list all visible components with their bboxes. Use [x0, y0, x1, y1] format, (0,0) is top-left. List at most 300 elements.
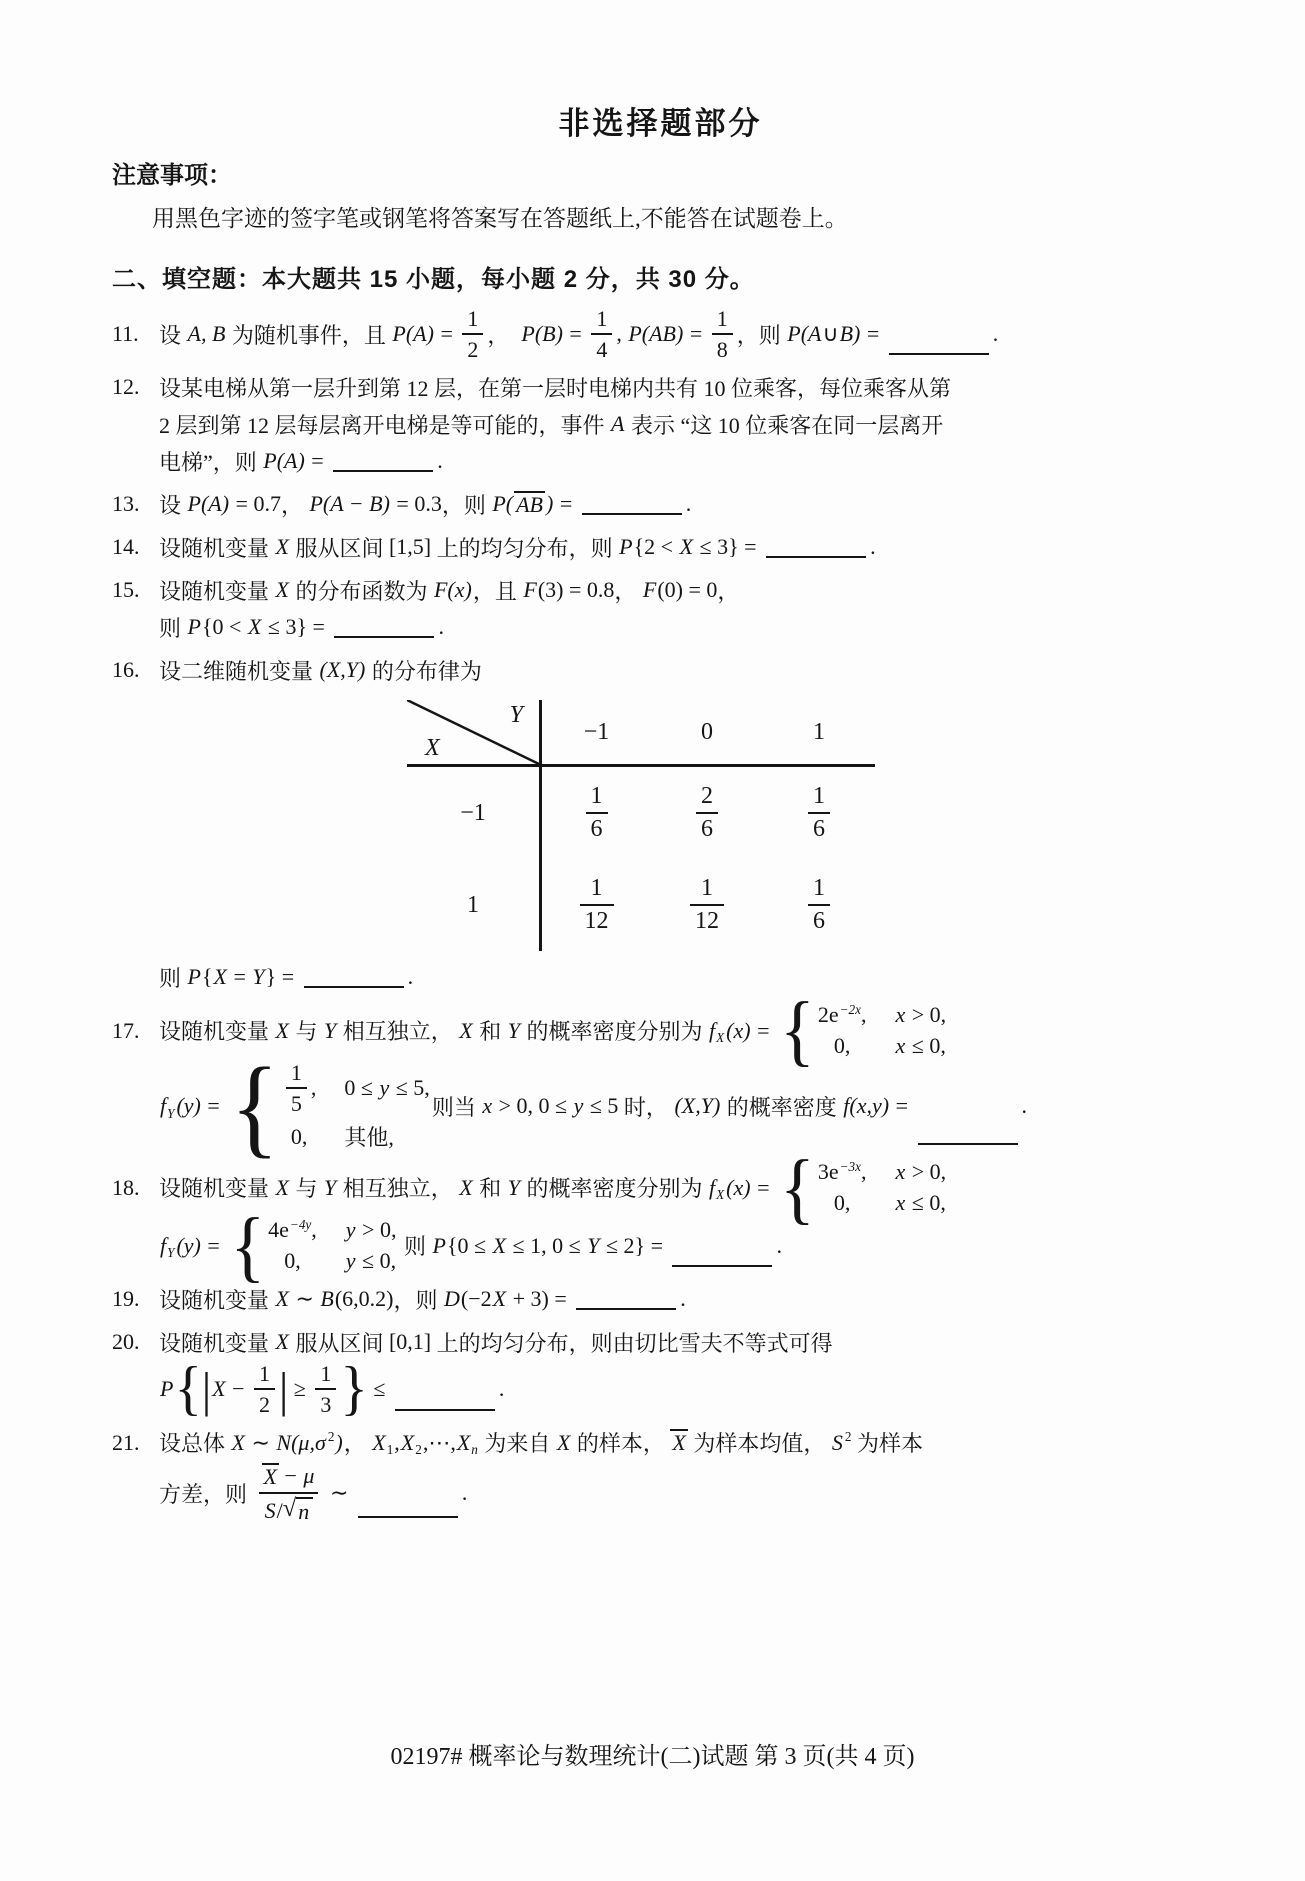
math-run: > 0, — [356, 1217, 397, 1243]
question-number: 21. — [112, 1429, 140, 1455]
math-run: 0, — [284, 1248, 301, 1274]
big-delimiter: { — [174, 1355, 202, 1422]
math-run: Y — [507, 1017, 520, 1043]
math-run: P(A — [787, 321, 822, 347]
math-run: . — [498, 1376, 505, 1402]
math-run: ≤ 0, — [356, 1248, 397, 1274]
text-run: 方差，则 — [159, 1481, 253, 1507]
case-value — [834, 1190, 851, 1216]
text-run: ，则 — [393, 1287, 444, 1313]
question-line — [112, 486, 1209, 522]
math-run: ≤ 1, 0 ≤ — [507, 1232, 587, 1258]
question-number: 11. — [112, 321, 139, 347]
answer-blank — [334, 614, 434, 638]
superscript-term — [268, 1217, 311, 1243]
fraction-numerator: 1 — [467, 306, 479, 331]
math-run: Y — [323, 1174, 337, 1200]
question-20 — [112, 1324, 1209, 1422]
question-line — [112, 306, 1209, 363]
math-run: . — [776, 1232, 782, 1258]
math-run: P — [160, 1376, 174, 1402]
cases-rows — [818, 1002, 946, 1059]
question-line — [159, 443, 1209, 479]
math-run: = 0.7 — [230, 491, 281, 517]
question-line — [112, 652, 1209, 688]
subscript-base: X — [400, 1429, 415, 1455]
math-run: X — [459, 1174, 473, 1200]
case-value — [291, 1124, 308, 1150]
math-run: 0, — [833, 1033, 851, 1059]
text-run: 和 — [473, 1176, 507, 1202]
question-number: 19. — [112, 1286, 140, 1312]
superscript-base: 2e — [817, 1002, 839, 1028]
question-21 — [112, 1425, 1209, 1526]
math-run: . — [680, 1286, 686, 1312]
question-number: 18. — [112, 1174, 140, 1200]
question-number: 16. — [112, 657, 140, 683]
question-line — [159, 1355, 1209, 1422]
question-line — [112, 369, 1209, 405]
question-number: 12. — [112, 374, 140, 400]
math-run: > 0, — [906, 1002, 947, 1028]
table-row-label: −1 — [460, 799, 486, 826]
math-run: . — [461, 1480, 468, 1506]
math-run: (X,Y) — [674, 1093, 721, 1119]
subscript-base: f — [160, 1232, 167, 1258]
math-run: ∼ — [289, 1286, 320, 1312]
table-corner-cell — [407, 700, 539, 767]
case-condition — [894, 1033, 945, 1059]
fraction-denominator: 12 — [580, 904, 614, 935]
fraction-numerator: 1 — [590, 783, 603, 809]
text-run: 的样本， — [571, 1431, 671, 1457]
fraction-numerator: 1 — [590, 875, 603, 901]
text-run: 服从区间 — [289, 535, 389, 561]
text-run: 上的均匀分布，则由切比雪夫不等式可得 — [431, 1330, 833, 1356]
math-run: P( — [492, 491, 514, 517]
math-run: { — [201, 964, 213, 990]
fraction-denominator: 3 — [315, 1388, 336, 1417]
text-run: 服从区间 — [289, 1330, 389, 1356]
subscript-term — [708, 1018, 725, 1044]
table-cell — [763, 859, 875, 951]
text-run: 设随机变量 — [159, 578, 275, 604]
superscript-term — [818, 1002, 861, 1028]
radicand: n — [296, 1497, 313, 1524]
text-run: 为样本 — [851, 1431, 923, 1457]
fraction — [286, 1060, 307, 1116]
fraction-numerator: 2 — [701, 783, 713, 809]
math-run: P — [432, 1232, 446, 1258]
math-run: P(A) — [392, 321, 434, 347]
math-run: (x) — [726, 1017, 751, 1043]
case-value — [818, 1002, 867, 1028]
text-run: 设二维随机变量 — [159, 658, 319, 684]
subscript-index: 2 — [415, 1442, 422, 1458]
overline-term: X — [263, 1463, 277, 1489]
math-run: X — [275, 1017, 289, 1043]
answer-blank — [918, 1121, 1018, 1145]
math-run: ≤ 0, — [906, 1033, 946, 1059]
answer-blank — [358, 1494, 458, 1518]
fraction-denominator: 8 — [712, 333, 733, 362]
case-value — [834, 1033, 851, 1059]
math-run: . — [870, 534, 876, 560]
case-condition — [344, 1121, 394, 1152]
math-run: P(A) — [263, 448, 305, 474]
cases-rows — [268, 1217, 396, 1274]
case-condition — [894, 1190, 945, 1216]
subscript-index: n — [471, 1442, 478, 1458]
math-run: {0 < — [201, 614, 247, 640]
table-row-label: 1 — [467, 891, 479, 918]
left-brace: { — [230, 1200, 266, 1290]
math-run: Y — [507, 1174, 520, 1200]
math-run: F(x) — [433, 577, 472, 603]
table-col-header: −1 — [539, 700, 651, 767]
text-run: 设某电梯从第一层升到第 12 层，在第一层时电梯内共有 10 位乘客，每位乘客从第 — [159, 375, 952, 401]
math-run: = — [751, 1017, 776, 1043]
piecewise-cases — [780, 1142, 947, 1232]
table-cell — [763, 767, 875, 859]
math-run: S — [264, 1498, 276, 1524]
math-run: x — [895, 1033, 906, 1059]
subscript-index: X — [716, 1030, 725, 1046]
math-run: , — [860, 1002, 867, 1028]
text-run: 为随机事件，且 — [226, 322, 392, 348]
math-run: ≤ 3} = — [262, 614, 331, 640]
text-run: 设随机变量 — [159, 1330, 275, 1356]
superscript-term — [327, 1430, 335, 1456]
math-run: [1,5] — [388, 534, 432, 560]
math-run: ≤ 5, — [390, 1075, 430, 1101]
superscript-exponent: −4y — [289, 1217, 312, 1233]
table-col-header: 0 — [651, 700, 763, 767]
math-run: A — [611, 411, 625, 437]
radical-sign: √ — [282, 1495, 297, 1523]
fraction — [580, 875, 614, 935]
case-value — [818, 1159, 867, 1185]
math-run: [0,1] — [388, 1329, 432, 1355]
math-run: X — [275, 1329, 289, 1355]
fraction — [808, 783, 830, 843]
question-list — [112, 306, 1209, 1525]
question-11 — [112, 306, 1209, 362]
text-run: 的分布律为 — [366, 658, 482, 684]
math-run: , — [616, 321, 628, 347]
table-cell — [651, 767, 763, 859]
fraction — [257, 1462, 321, 1526]
superscript-base: 4e — [268, 1217, 289, 1243]
fraction — [690, 875, 724, 935]
fraction — [254, 1361, 275, 1417]
big-delimiter: | — [279, 1362, 289, 1417]
superscript-exponent: −3x — [839, 1159, 861, 1175]
math-run: x — [482, 1093, 493, 1119]
text-run: 的分布函数为 — [289, 578, 433, 604]
math-run: X — [275, 534, 289, 560]
math-run: = — [201, 1093, 226, 1119]
math-run: (y) — [176, 1232, 201, 1258]
superscript-term — [844, 1430, 852, 1456]
fraction-numerator: 1 — [716, 306, 728, 331]
text-run: 时， — [618, 1094, 674, 1120]
math-run: x — [895, 1190, 906, 1216]
math-run: D — [444, 1286, 460, 1312]
question-line — [112, 529, 1209, 565]
notes-text: 用黑色字迹的签字笔或钢笔将答案写在答题纸上,不能答在试题卷上。 — [152, 206, 848, 231]
math-run: (X,Y) — [319, 657, 366, 683]
math-run: , — [310, 1075, 317, 1101]
math-run: P — [619, 534, 633, 560]
superscript-term — [818, 1159, 861, 1185]
math-run: X — [492, 1286, 507, 1312]
answer-blank — [333, 448, 433, 472]
text-run: 设随机变量 — [159, 1019, 275, 1045]
superscript-base: 3e — [817, 1159, 839, 1185]
fraction-numerator: 1 — [813, 783, 825, 809]
fraction-denominator: 12 — [690, 904, 724, 935]
fraction-numerator — [257, 1462, 321, 1493]
answer-blank — [582, 491, 682, 515]
text-run: ， — [614, 578, 642, 604]
fraction-numerator: 1 — [701, 875, 713, 901]
fraction — [315, 1361, 336, 1417]
answer-blank — [395, 1387, 495, 1411]
fraction-numerator: 1 — [813, 875, 825, 901]
math-run: − — [226, 1376, 251, 1402]
question-line — [112, 985, 1209, 1075]
math-run: = — [684, 321, 708, 347]
big-delimiter: | — [201, 1362, 212, 1417]
text-run: 与 — [289, 1019, 323, 1045]
question-line — [112, 1425, 1209, 1461]
question-19 — [112, 1281, 1209, 1317]
math-run: } = — [265, 964, 300, 990]
subscript-term — [159, 1093, 175, 1119]
text-run: ， — [717, 578, 740, 604]
corner-label-x: X — [425, 735, 440, 762]
math-run: X — [275, 577, 289, 603]
math-run: ∼ — [324, 1480, 354, 1506]
text-run: 为样本均值， — [687, 1431, 831, 1457]
math-run: S — [831, 1429, 843, 1455]
text-run: 设随机变量 — [159, 535, 275, 561]
math-run: , — [394, 1429, 400, 1455]
subscript-term — [456, 1430, 479, 1456]
math-run: > 0, — [906, 1159, 947, 1185]
fraction-denominator: 6 — [808, 812, 830, 843]
question-number: 13. — [112, 491, 140, 517]
text-run: ， — [343, 1431, 372, 1457]
subscript-index: Y — [167, 1245, 175, 1261]
math-run: P — [187, 614, 201, 640]
sqrt-term — [283, 1497, 314, 1524]
text-run: 与 — [289, 1176, 323, 1202]
math-run: P(AB) — [628, 321, 684, 347]
math-run: 0, — [290, 1123, 308, 1149]
math-run: X — [492, 1232, 507, 1258]
subscript-base: f — [160, 1093, 167, 1119]
text-run: ，且 — [472, 578, 523, 604]
math-run: = — [201, 1232, 226, 1258]
case-condition — [345, 1248, 396, 1274]
math-run: / — [276, 1498, 283, 1524]
math-run: ≤ 0, — [906, 1190, 946, 1216]
math-run: y — [379, 1075, 390, 1101]
math-run: (y) — [176, 1093, 201, 1119]
math-run: 0 ≤ — [344, 1075, 379, 1101]
text-run: 电梯”，则 — [159, 449, 263, 475]
text-run: 表示 “这 10 位乘客在同一层离开 — [625, 412, 944, 438]
fraction-numerator: 1 — [320, 1361, 332, 1387]
fraction-denominator: 6 — [586, 812, 608, 843]
subscript-index: 1 — [386, 1442, 394, 1458]
math-run: = 0.3 — [390, 491, 442, 517]
subscript-term — [159, 1233, 175, 1259]
math-run: (3) = 0.8 — [537, 577, 615, 603]
math-run: ) — [335, 1429, 343, 1455]
question-line — [159, 1200, 1209, 1290]
math-run: P(A − B) — [309, 491, 390, 517]
fraction — [808, 875, 830, 935]
question-14 — [112, 529, 1209, 565]
subscript-base: X — [456, 1429, 471, 1455]
math-run: . — [1021, 1093, 1027, 1119]
math-run: ≤ 2} = — [600, 1232, 669, 1258]
math-run: B) — [839, 321, 861, 347]
text-run: 2 层到第 12 层每层离开电梯是等可能的，事件 — [159, 412, 611, 438]
text-run: 相互独立， — [337, 1019, 459, 1045]
text-run: 则当 — [431, 1094, 482, 1120]
case-condition — [345, 1217, 397, 1243]
math-run: x — [895, 1159, 906, 1185]
math-run: Y — [323, 1017, 337, 1043]
left-brace: { — [230, 1044, 279, 1168]
question-number: 17. — [112, 1017, 140, 1043]
table-cell — [539, 859, 651, 951]
fraction — [462, 306, 483, 362]
math-run: N(μ,σ — [276, 1429, 326, 1455]
math-run: P(B) — [521, 321, 563, 347]
math-run: − — [278, 1463, 303, 1489]
text-run: 其他, — [344, 1125, 394, 1151]
math-run: μ — [303, 1463, 315, 1489]
math-run: > 0, 0 ≤ — [493, 1093, 573, 1119]
fraction-denominator: 5 — [286, 1087, 307, 1116]
answer-blank — [672, 1243, 772, 1267]
text-run: 的概率密度分别为 — [520, 1176, 708, 1202]
subscript-base: f — [708, 1174, 716, 1200]
math-run: = — [563, 321, 588, 347]
subscript-index: X — [716, 1187, 725, 1203]
overline-term: AB — [516, 491, 543, 517]
question-number: 15. — [112, 577, 140, 603]
fraction-numerator: 1 — [596, 306, 608, 331]
math-run: X — [213, 964, 227, 990]
fraction-denominator: 6 — [696, 812, 718, 843]
fraction-denominator: 2 — [462, 333, 483, 362]
fraction-denominator: 6 — [808, 904, 830, 935]
superscript-exponent: −2x — [839, 1002, 861, 1018]
question-line — [112, 572, 1209, 608]
question-16 — [112, 652, 1209, 995]
question-number: 14. — [112, 534, 140, 560]
question-18 — [112, 1142, 1209, 1290]
piecewise-cases — [780, 985, 947, 1075]
case-condition — [344, 1075, 429, 1101]
math-run: P — [187, 964, 201, 990]
math-run: (−2 — [460, 1286, 492, 1312]
math-run: = — [890, 1093, 914, 1119]
fraction-denominator: 4 — [591, 333, 612, 362]
math-run: Y — [252, 964, 265, 990]
piecewise-cases — [230, 1200, 397, 1290]
math-run: (0) = 0 — [657, 577, 718, 603]
fraction-denominator: 2 — [254, 1388, 275, 1417]
text-run: 则 — [159, 965, 187, 991]
left-brace: { — [780, 985, 815, 1075]
text-run: 的概率密度分别为 — [520, 1019, 708, 1045]
question-line — [159, 406, 1209, 442]
subscript-base: X — [372, 1429, 386, 1455]
question-13 — [112, 486, 1209, 522]
subscript-term — [400, 1430, 423, 1456]
math-run: = — [554, 491, 578, 517]
fraction-numerator: 1 — [259, 1361, 271, 1387]
math-run: (x) — [726, 1174, 751, 1200]
question-line — [112, 1324, 1209, 1360]
math-run: = — [434, 321, 459, 347]
math-run: . — [685, 491, 692, 517]
math-run: . — [992, 321, 999, 347]
question-line — [159, 609, 1209, 645]
math-run: ,⋯, — [422, 1429, 456, 1455]
case-condition — [894, 1002, 946, 1028]
text-run: ，则 — [736, 322, 787, 348]
fraction — [696, 783, 718, 843]
math-run: = — [227, 964, 252, 990]
page-title: 非选择题部分 — [558, 106, 763, 141]
section-header: 二、填空题：本大题共 15 小题，每小题 2 分，共 30 分。 — [112, 266, 755, 293]
superscript-exponent: 2 — [327, 1429, 335, 1445]
math-run: y — [573, 1093, 584, 1119]
math-run: {2 < — [633, 534, 679, 560]
answer-blank — [304, 964, 404, 988]
math-run: ≥ — [288, 1376, 312, 1402]
math-run: . — [407, 964, 414, 990]
fraction-denominator — [259, 1492, 319, 1525]
math-run: X — [275, 1286, 289, 1312]
math-run: (6,0.2) — [334, 1286, 394, 1312]
math-run: , — [311, 1217, 317, 1243]
case-condition — [894, 1159, 946, 1185]
math-run: = — [751, 1174, 776, 1200]
math-run: . — [437, 448, 443, 474]
fraction-numerator: 1 — [290, 1060, 302, 1086]
math-run: ∼ — [245, 1429, 276, 1455]
math-run: Y — [587, 1232, 600, 1258]
case-value — [284, 1248, 301, 1274]
text-run: ，则 — [441, 492, 492, 518]
math-run: x — [895, 1002, 906, 1028]
text-run: ， — [487, 322, 521, 348]
math-run: X — [247, 614, 262, 640]
math-run: = — [861, 321, 885, 347]
question-15 — [112, 572, 1209, 645]
superscript-exponent: 2 — [844, 1429, 852, 1445]
math-run: = — [305, 448, 330, 474]
